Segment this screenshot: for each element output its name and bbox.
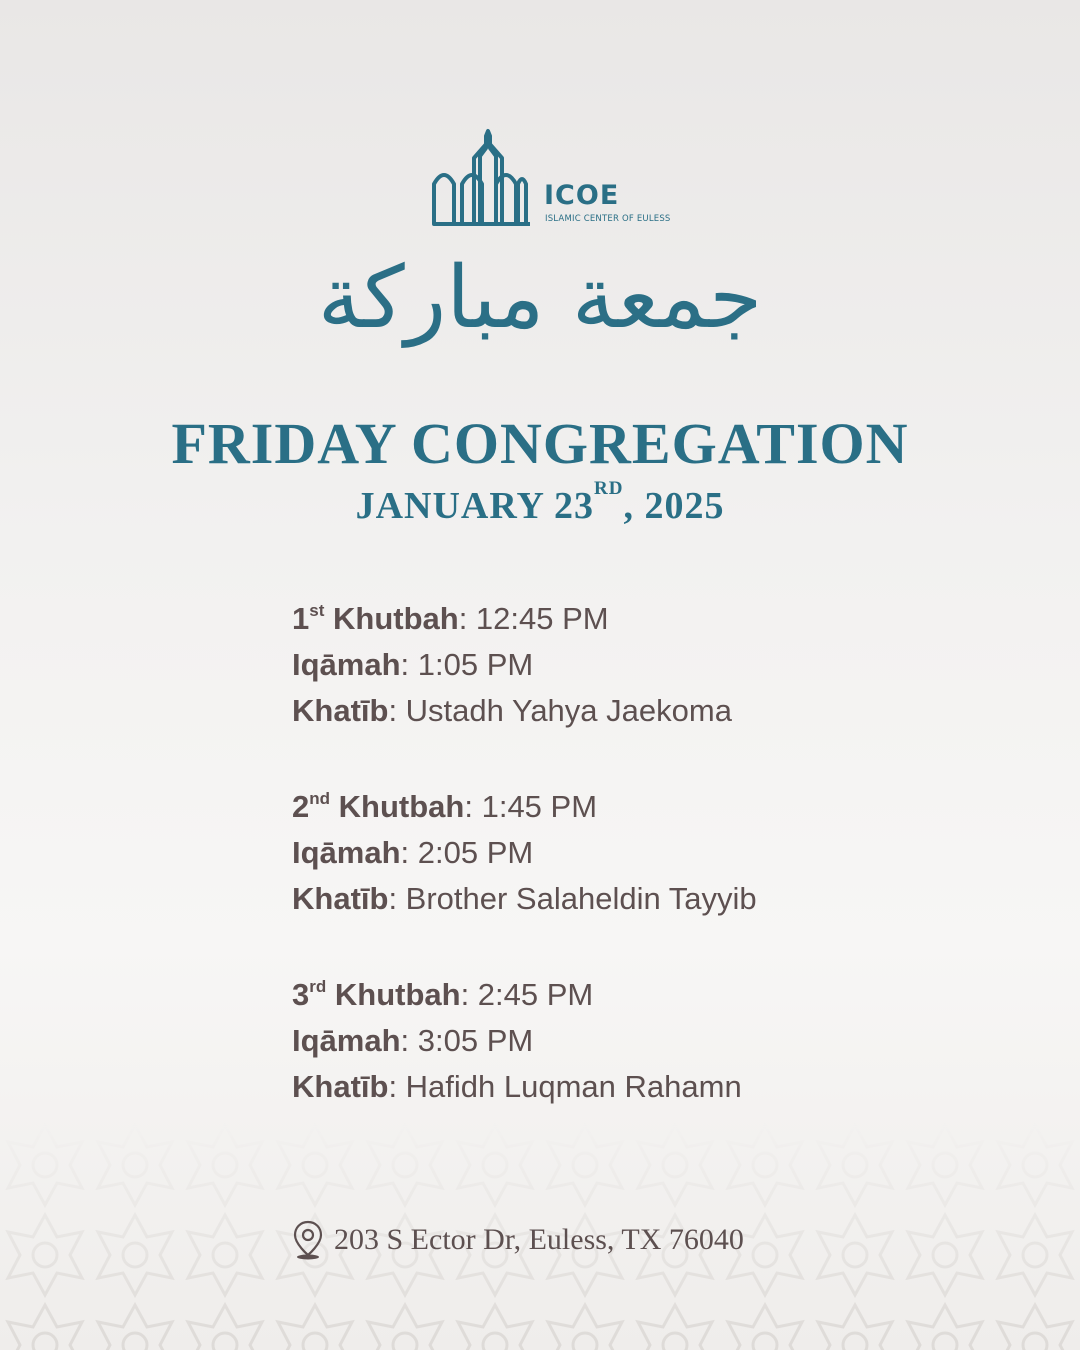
- iqamah-time: : 3:05 PM: [400, 1023, 534, 1058]
- address: [290, 1218, 744, 1262]
- khutbah-label: Khutbah: [338, 789, 465, 824]
- schedule-block-3: [292, 972, 992, 1110]
- date-suffix: RD: [593, 478, 624, 499]
- ordinal: 3: [292, 977, 310, 1012]
- khutbah-line: [292, 972, 992, 1018]
- date-year: , 2025: [623, 485, 725, 527]
- khutbah-label: Khutbah: [333, 601, 459, 636]
- khutbah-line: [292, 596, 992, 642]
- khutbah-label: Khutbah: [334, 977, 461, 1012]
- iqamah-time: : 2:05 PM: [400, 835, 534, 870]
- khatib-line: [292, 876, 992, 922]
- iqamah-label: Iqāmah: [292, 835, 401, 870]
- mosque-logo-icon: [430, 128, 690, 228]
- event-date: [0, 478, 1080, 528]
- address-text: 203 S Ector Dr, Euless, TX 76040: [334, 1223, 744, 1256]
- khutbah-time: : 12:45 PM: [458, 601, 609, 636]
- ordinal: 2: [292, 789, 310, 824]
- iqamah-label: Iqāmah: [292, 647, 401, 682]
- khatib-name: : Hafidh Luqman Rahamn: [388, 1069, 742, 1104]
- logo-abbreviation: ICOE: [544, 180, 620, 211]
- ordinal-suffix: rd: [309, 977, 327, 996]
- iqamah-time: : 1:05 PM: [400, 647, 534, 682]
- khutbah-line: [292, 784, 992, 830]
- khatib-line: [292, 1064, 992, 1110]
- iqamah-label: Iqāmah: [292, 1023, 401, 1058]
- khatib-name: : Brother Salaheldin Tayyib: [388, 881, 757, 916]
- jumuah-mubarakah-calligraphy: جمعة مباركة: [317, 248, 763, 348]
- khatib-label: Khatīb: [292, 881, 389, 916]
- khatib-line: [292, 688, 992, 734]
- ordinal: 1: [292, 601, 310, 636]
- schedule-block-1: [292, 596, 992, 734]
- ordinal-suffix: st: [309, 601, 325, 620]
- khutbah-schedule: [292, 596, 992, 1160]
- iqamah-line: [292, 642, 992, 688]
- location-pin-icon: [290, 1219, 326, 1261]
- khatib-label: Khatīb: [292, 693, 389, 728]
- page-title: FRIDAY CONGREGATION: [171, 411, 909, 476]
- iqamah-line: [292, 830, 992, 876]
- khutbah-time: : 1:45 PM: [464, 789, 598, 824]
- schedule-block-2: [292, 784, 992, 922]
- khatib-label: Khatīb: [292, 1069, 389, 1104]
- date-month-day: JANUARY 23: [355, 485, 594, 527]
- khutbah-time: : 2:45 PM: [460, 977, 594, 1012]
- iqamah-line: [292, 1018, 992, 1064]
- khatib-name: : Ustadh Yahya Jaekoma: [388, 693, 732, 728]
- ordinal-suffix: nd: [309, 789, 331, 808]
- logo-full-name: ISLAMIC CENTER OF EULESS: [545, 214, 671, 224]
